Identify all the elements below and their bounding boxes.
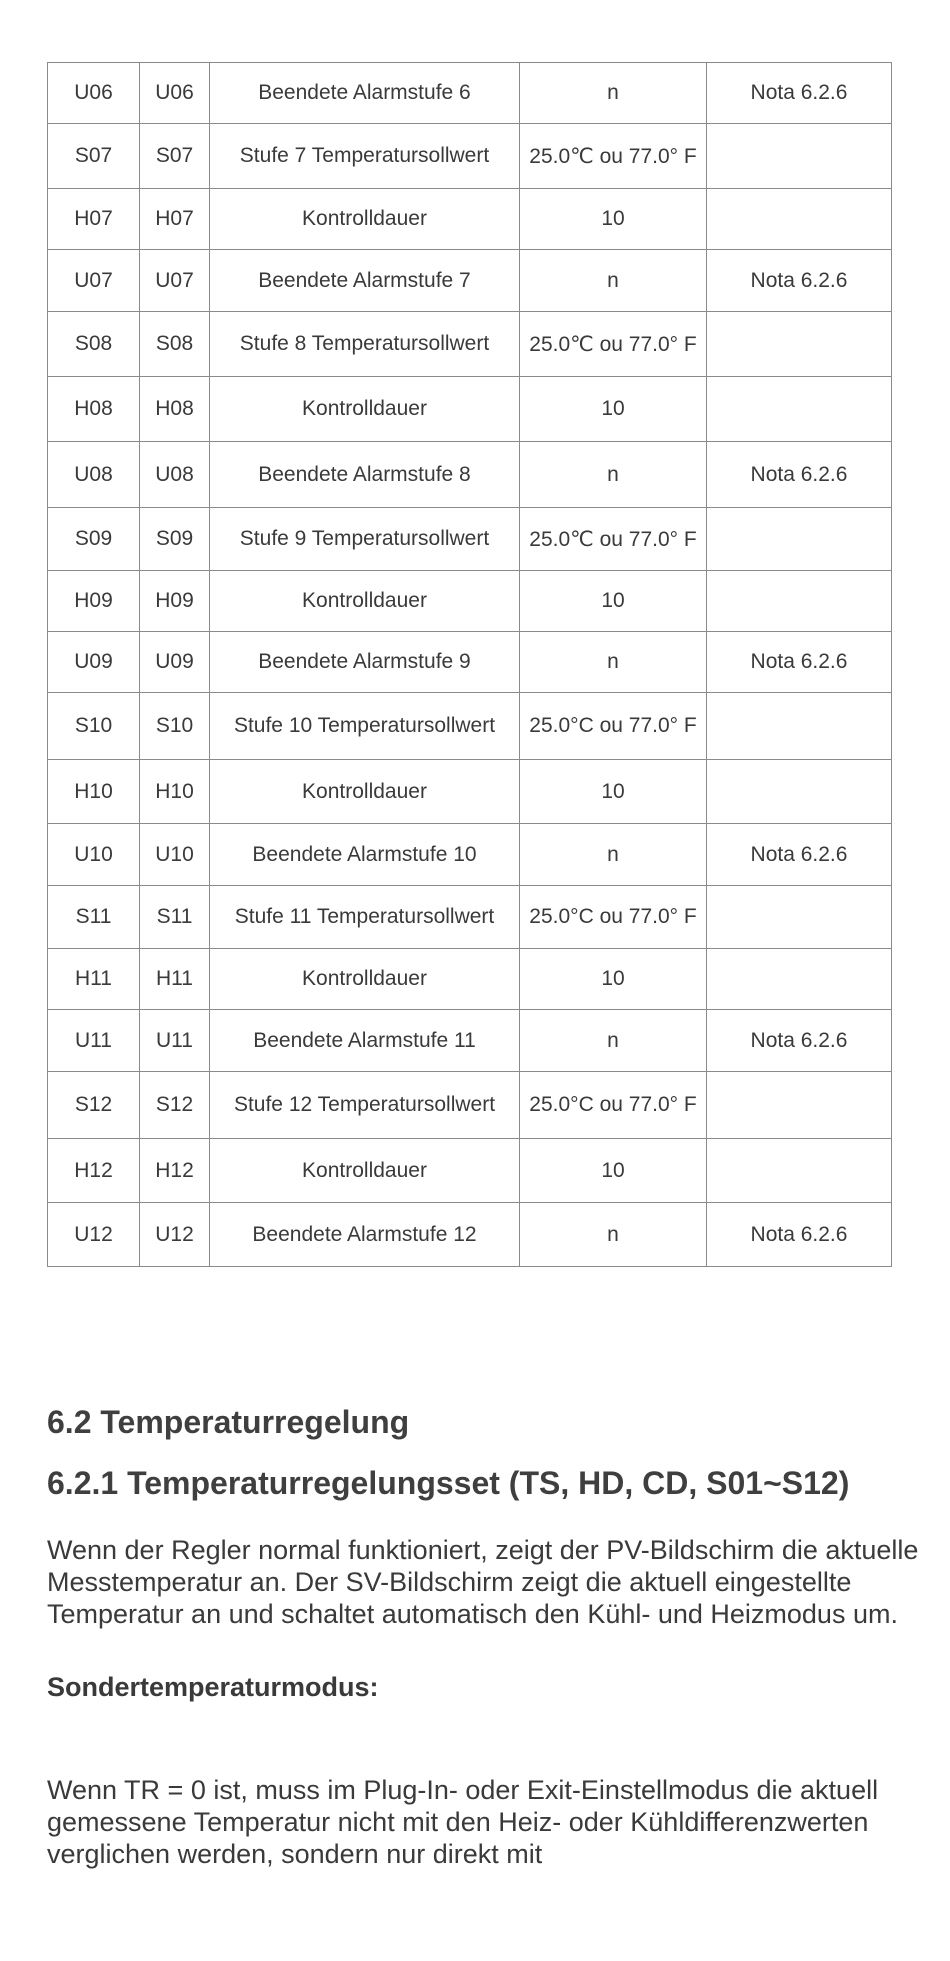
note-cell xyxy=(707,312,892,377)
param-code-cell: H11 xyxy=(48,949,140,1010)
table-row xyxy=(48,1072,892,1139)
parameter-table-body xyxy=(48,63,892,1267)
note-cell: Nota 6.2.6 xyxy=(707,250,892,312)
table-row xyxy=(48,250,892,312)
param-name-cell: Beendete Alarmstufe 8 xyxy=(210,442,520,508)
section-heading: 6.2 Temperaturregelung xyxy=(47,1404,410,1440)
table-row xyxy=(48,508,892,571)
param-name-cell: Stufe 9 Temperatursollwert xyxy=(210,508,520,571)
param-name-cell: Beendete Alarmstufe 11 xyxy=(210,1010,520,1072)
param-name-cell: Stufe 10 Temperatursollwert xyxy=(210,693,520,760)
parameter-table-wrapper xyxy=(47,62,892,1267)
default-value-cell: n xyxy=(520,63,707,124)
default-value-cell: n xyxy=(520,824,707,886)
table-row xyxy=(48,1203,892,1267)
display-code-cell: S11 xyxy=(140,886,210,949)
note-cell xyxy=(707,760,892,824)
param-name-cell: Stufe 12 Temperatursollwert xyxy=(210,1072,520,1139)
note-cell xyxy=(707,571,892,632)
display-code-cell: U08 xyxy=(140,442,210,508)
display-code-cell: U10 xyxy=(140,824,210,886)
display-code-cell: H09 xyxy=(140,571,210,632)
default-value-cell: 25.0°C ou 77.0° F xyxy=(520,1072,707,1139)
default-value-cell: 10 xyxy=(520,571,707,632)
display-code-cell: H07 xyxy=(140,189,210,250)
param-name-cell: Kontrolldauer xyxy=(210,760,520,824)
param-name-cell: Stufe 11 Temperatursollwert xyxy=(210,886,520,949)
table-row xyxy=(48,760,892,824)
param-code-cell: S10 xyxy=(48,693,140,760)
table-row xyxy=(48,1139,892,1203)
display-code-cell: H11 xyxy=(140,949,210,1010)
param-name-cell: Kontrolldauer xyxy=(210,949,520,1010)
param-name-cell: Beendete Alarmstufe 7 xyxy=(210,250,520,312)
param-code-cell: S07 xyxy=(48,124,140,189)
display-code-cell: S08 xyxy=(140,312,210,377)
param-name-cell: Kontrolldauer xyxy=(210,1139,520,1203)
note-cell: Nota 6.2.6 xyxy=(707,1203,892,1267)
param-name-cell: Kontrolldauer xyxy=(210,571,520,632)
display-code-cell: S10 xyxy=(140,693,210,760)
table-row xyxy=(48,377,892,442)
note-cell xyxy=(707,1072,892,1139)
param-name-cell: Beendete Alarmstufe 12 xyxy=(210,1203,520,1267)
param-code-cell: S08 xyxy=(48,312,140,377)
default-value-cell: n xyxy=(520,632,707,693)
param-code-cell: H10 xyxy=(48,760,140,824)
table-row xyxy=(48,824,892,886)
table-row xyxy=(48,312,892,377)
default-value-cell: 10 xyxy=(520,949,707,1010)
param-code-cell: H07 xyxy=(48,189,140,250)
note-cell xyxy=(707,1139,892,1203)
display-code-cell: H10 xyxy=(140,760,210,824)
note-cell: Nota 6.2.6 xyxy=(707,632,892,693)
display-code-cell: U12 xyxy=(140,1203,210,1267)
table-row xyxy=(48,124,892,189)
display-code-cell: U06 xyxy=(140,63,210,124)
display-code-cell: H12 xyxy=(140,1139,210,1203)
default-value-cell: 25.0℃ ou 77.0° F xyxy=(520,124,707,189)
param-code-cell: S11 xyxy=(48,886,140,949)
parameter-table xyxy=(47,62,892,1267)
default-value-cell: 10 xyxy=(520,760,707,824)
param-name-cell: Beendete Alarmstufe 10 xyxy=(210,824,520,886)
table-row xyxy=(48,63,892,124)
default-value-cell: 25.0°C ou 77.0° F xyxy=(520,886,707,949)
default-value-cell: n xyxy=(520,1203,707,1267)
display-code-cell: H08 xyxy=(140,377,210,442)
default-value-cell: 10 xyxy=(520,1139,707,1203)
note-cell: Nota 6.2.6 xyxy=(707,824,892,886)
param-code-cell: U09 xyxy=(48,632,140,693)
table-row xyxy=(48,949,892,1010)
param-code-cell: H08 xyxy=(48,377,140,442)
param-code-cell: U10 xyxy=(48,824,140,886)
param-name-cell: Stufe 7 Temperatursollwert xyxy=(210,124,520,189)
param-code-cell: U11 xyxy=(48,1010,140,1072)
note-cell: Nota 6.2.6 xyxy=(707,63,892,124)
param-code-cell: S09 xyxy=(48,508,140,571)
default-value-cell: n xyxy=(520,250,707,312)
param-code-cell: H12 xyxy=(48,1139,140,1203)
default-value-cell: 10 xyxy=(520,189,707,250)
display-code-cell: U11 xyxy=(140,1010,210,1072)
table-row xyxy=(48,632,892,693)
note-cell xyxy=(707,124,892,189)
table-row xyxy=(48,693,892,760)
param-name-cell: Kontrolldauer xyxy=(210,377,520,442)
display-code-cell: S09 xyxy=(140,508,210,571)
note-cell xyxy=(707,949,892,1010)
param-name-cell: Beendete Alarmstufe 9 xyxy=(210,632,520,693)
default-value-cell: 25.0℃ ou 77.0° F xyxy=(520,508,707,571)
display-code-cell: S12 xyxy=(140,1072,210,1139)
default-value-cell: 25.0°C ou 77.0° F xyxy=(520,693,707,760)
note-cell xyxy=(707,377,892,442)
table-row xyxy=(48,1010,892,1072)
default-value-cell: 25.0℃ ou 77.0° F xyxy=(520,312,707,377)
table-row xyxy=(48,886,892,949)
param-code-cell: U06 xyxy=(48,63,140,124)
special-mode-paragraph: Wenn TR = 0 ist, muss im Plug-In- oder Exit-Einstellmodus die aktuell gemessene Temperatur nicht mit den Heiz- oder Kühldifferenzwerten verglichen werden, sondern nur direkt mit xyxy=(47,1775,879,1869)
display-code-cell: U07 xyxy=(140,250,210,312)
param-name-cell: Stufe 8 Temperatursollwert xyxy=(210,312,520,377)
display-code-cell: U09 xyxy=(140,632,210,693)
default-value-cell: n xyxy=(520,1010,707,1072)
special-mode-label: Sondertemperaturmodus: xyxy=(47,1672,379,1702)
param-code-cell: U07 xyxy=(48,250,140,312)
note-cell xyxy=(707,693,892,760)
param-code-cell: S12 xyxy=(48,1072,140,1139)
param-name-cell: Beendete Alarmstufe 6 xyxy=(210,63,520,124)
default-value-cell: n xyxy=(520,442,707,508)
display-code-cell: S07 xyxy=(140,124,210,189)
param-name-cell: Kontrolldauer xyxy=(210,189,520,250)
note-cell xyxy=(707,508,892,571)
note-cell xyxy=(707,886,892,949)
note-cell: Nota 6.2.6 xyxy=(707,442,892,508)
param-code-cell: U08 xyxy=(48,442,140,508)
note-cell xyxy=(707,189,892,250)
param-code-cell: U12 xyxy=(48,1203,140,1267)
default-value-cell: 10 xyxy=(520,377,707,442)
intro-paragraph: Wenn der Regler normal funktioniert, zeigt der PV-Bildschirm die aktuelle Messtemperatur an. Der SV-Bildschirm zeigt die aktuell eingestellte Temperatur an und schaltet automatisch den Kühl- und Heizmodus um. xyxy=(47,1535,919,1629)
table-row xyxy=(48,571,892,632)
subsection-heading: 6.2.1 Temperaturregelungsset (TS, HD, CD, S01~S12) xyxy=(47,1465,850,1501)
table-row xyxy=(48,189,892,250)
note-cell: Nota 6.2.6 xyxy=(707,1010,892,1072)
table-row xyxy=(48,442,892,508)
param-code-cell: H09 xyxy=(48,571,140,632)
